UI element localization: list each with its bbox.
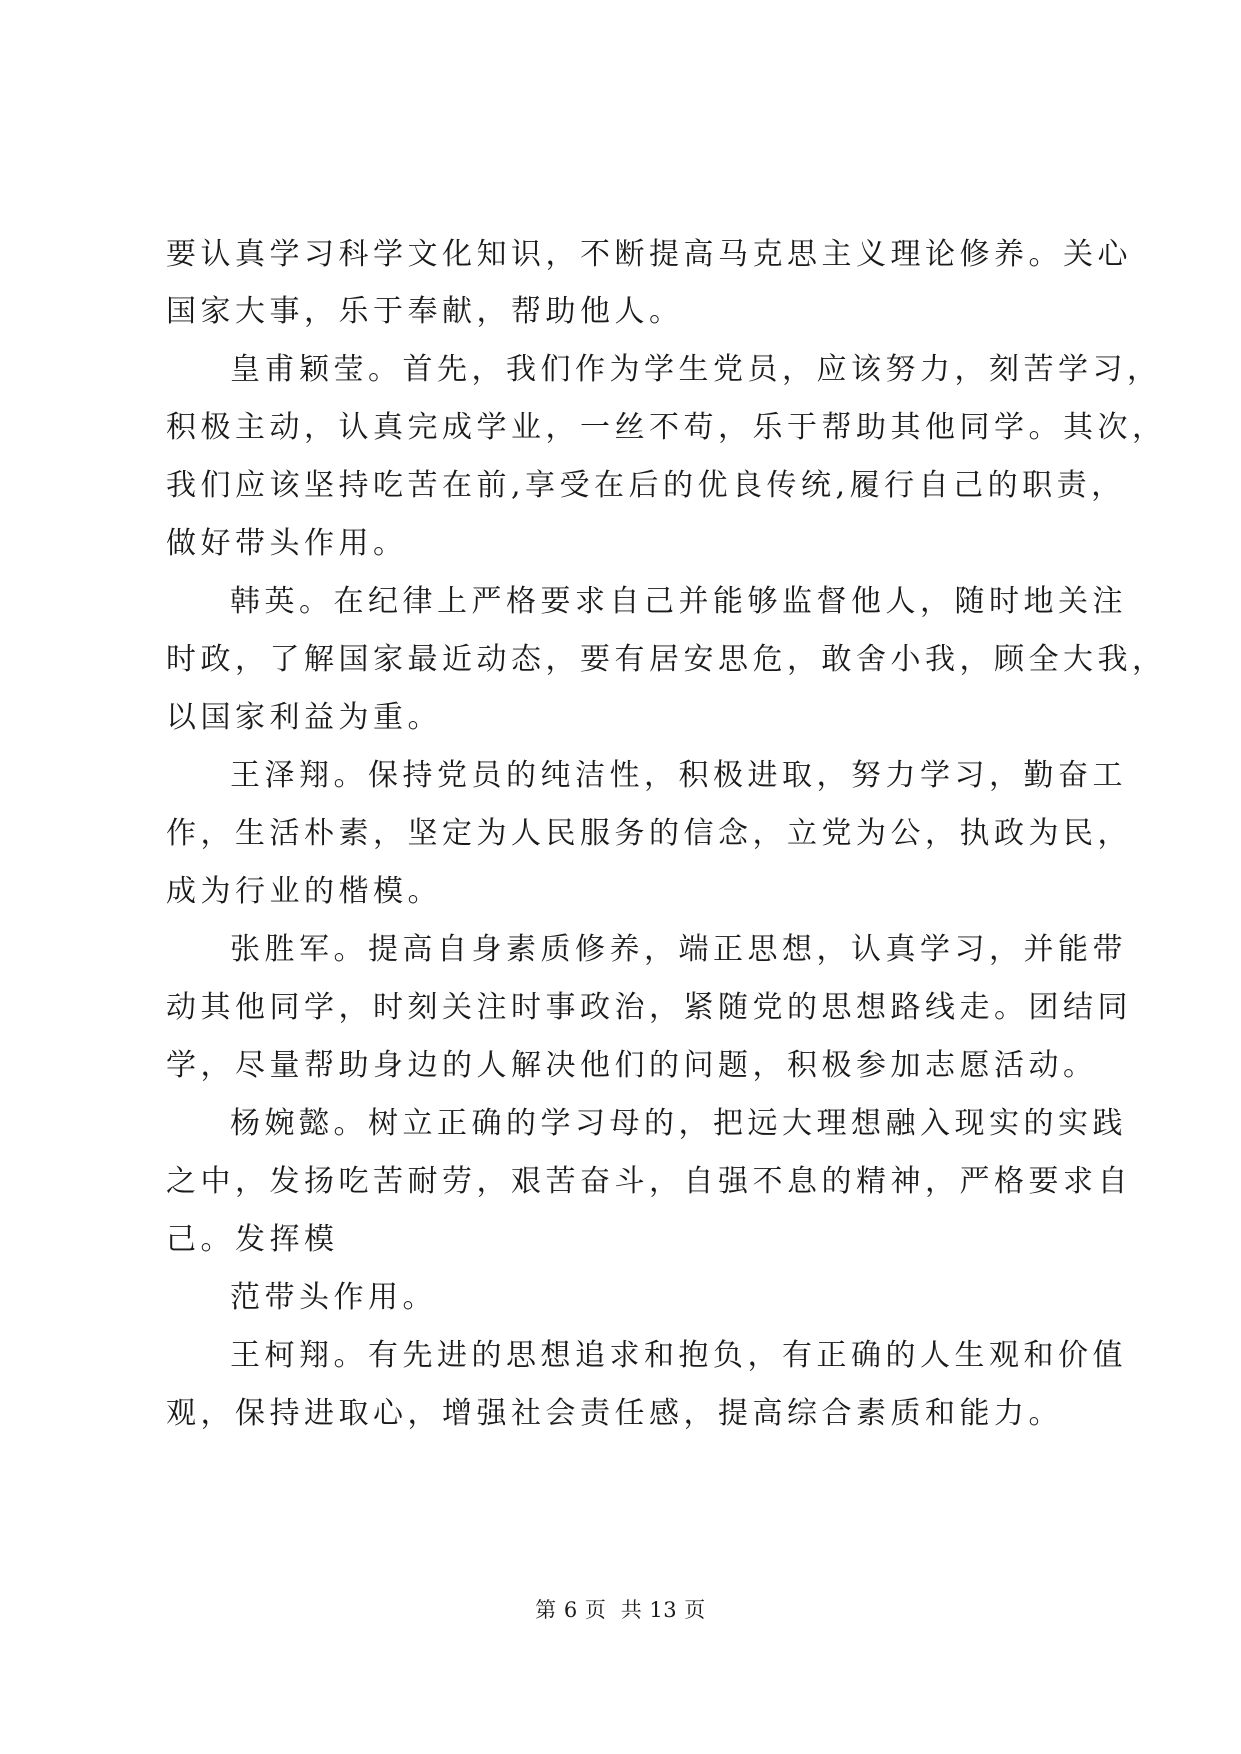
paragraph-start-line: 范带头作用。 <box>230 1280 437 1315</box>
text-line: 做好带头作用。 <box>166 526 408 561</box>
text-line: 观，保持进取心，增强社会责任感，提高综合素质和能力。 <box>166 1396 1063 1431</box>
paragraph-start-line: 张胜军。提高自身素质修养，端正思想，认真学习，并能带 <box>230 932 1127 967</box>
page-number-label: 第 6 页 共 13 页 <box>535 1598 706 1622</box>
paragraph-start-line: 杨婉懿。树立正确的学习母的，把远大理想融入现实的实践 <box>230 1106 1127 1141</box>
text-line: 以国家利益为重。 <box>166 700 442 735</box>
text-line: 己。发挥模 <box>166 1222 339 1257</box>
paragraph-start-line: 王柯翔。有先进的思想追求和抱负，有正确的人生观和价值 <box>230 1338 1127 1373</box>
page-footer <box>0 1596 1241 1624</box>
text-line: 我们应该坚持吃苦在前,享受在后的优良传统,履行自己的职责， <box>166 468 1126 503</box>
text-line: 国家大事，乐于奉献，帮助他人。 <box>166 294 684 329</box>
text-line: 积极主动，认真完成学业，一丝不苟，乐于帮助其他同学。其次， <box>166 410 1167 445</box>
text-line: 之中，发扬吃苦耐劳，艰苦奋斗，自强不息的精神，严格要求自 <box>166 1164 1132 1199</box>
text-line: 成为行业的楷模。 <box>166 874 442 909</box>
paragraph-start-line: 王泽翔。保持党员的纯洁性，积极进取，努力学习，勤奋工 <box>230 758 1127 793</box>
paragraph-start-line: 韩英。在纪律上严格要求自己并能够监督他人，随时地关注 <box>230 584 1127 619</box>
text-line: 作，生活朴素，坚定为人民服务的信念，立党为公，执政为民， <box>166 816 1132 851</box>
text-line: 学，尽量帮助身边的人解决他们的问题，积极参加志愿活动。 <box>166 1048 1098 1083</box>
paragraph-start-line: 皇甫颖莹。首先，我们作为学生党员，应该努力，刻苦学习， <box>230 352 1162 387</box>
text-line: 要认真学习科学文化知识，不断提高马克思主义理论修养。关心 <box>166 237 1132 272</box>
text-line: 动其他同学，时刻关注时事政治，紧随党的思想路线走。团结同 <box>166 990 1132 1025</box>
text-line: 时政，了解国家最近动态，要有居安思危，敢舍小我，顾全大我， <box>166 642 1167 677</box>
